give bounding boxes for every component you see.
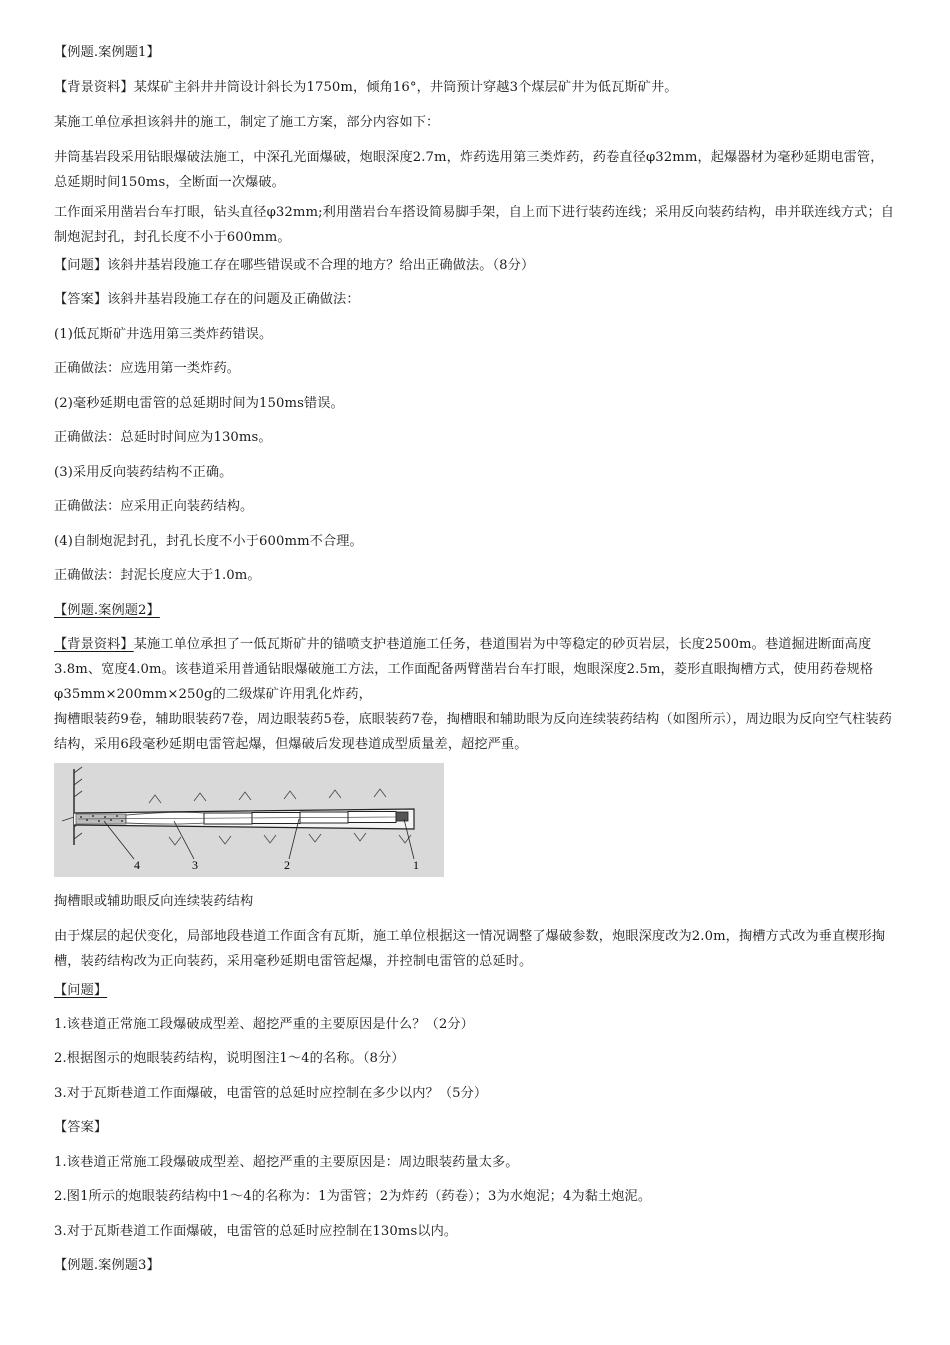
case1-question: 【问题】该斜井基岩段施工存在哪些错误或不合理的地方？给出正确做法。（8分） [54, 258, 535, 273]
figure-label-4: 4 [134, 858, 140, 872]
figure-label-1: 1 [413, 858, 419, 872]
case2-question-2: 2.根据图示的炮眼装药结构，说明图注1～4的名称。（8分） [54, 1051, 405, 1066]
case2-heading-text: 【例题.案例题2】 [54, 603, 160, 618]
case2-background [54, 632, 896, 707]
case2-answer-3: 3.对于瓦斯巷道工作面爆破，电雷管的总延时应控制在130ms以内。 [54, 1224, 458, 1239]
case1-intro: 某施工单位承担该斜井的施工，制定了施工方案，部分内容如下： [54, 115, 440, 130]
case2-answer-1: 1.该巷道正常施工段爆破成型差、超挖严重的主要原因是：周边眼装药量太多。 [54, 1155, 519, 1170]
case1-answer-1: (1)低瓦斯矿井选用第三类炸药错误。 [54, 327, 273, 342]
case1-background: 【背景资料】某煤矿主斜井井筒设计斜长为1750m，倾角16°，井筒预计穿越3个煤层矿井为低瓦斯矿井。 [54, 80, 678, 95]
case1-answer-3: (3)采用反向装药结构不正确。 [54, 465, 233, 480]
case1-answer-2-fix: 正确做法：总延时时间应为130ms。 [54, 430, 272, 445]
figure-label-2: 2 [284, 858, 290, 872]
case2-question-heading [54, 978, 896, 1003]
case1-answer-4-fix: 正确做法：封泥长度应大于1.0m。 [54, 568, 261, 583]
case2-change: 由于煤层的起伏变化，局部地段巷道工作面含有瓦斯，施工单位根据这一情况调整了爆破参数，炮眼深度改为2.0m，掏槽方式改为垂直楔形掏槽，装药结构改为正向装药，采用毫秒延期电雷管起爆，并控制电雷管的总延时。 [54, 929, 886, 969]
case1-plan-paragraph-1: 井筒基岩段采用钻眼爆破法施工，中深孔光面爆破，炮眼深度2.7m，炸药选用第三类炸药，药卷直径φ32mm，起爆器材为毫秒延期电雷管，总延期时间150ms，全断面一次爆破。 [54, 150, 884, 190]
charge-structure-diagram [54, 763, 444, 877]
case1-plan-paragraph-2: 工作面采用凿岩台车打眼，钻头直径φ32mm;利用凿岩台车搭设简易脚手架，自上而下进行装药连线；采用反向装药结构，串并联连线方式；自制炮泥封孔，封孔长度不小于600mm。 [54, 205, 895, 245]
case2-question-heading-text: 【问题】 [54, 983, 108, 998]
case1-answer-4: (4)自制炮泥封孔，封孔长度不小于600mm不合理。 [54, 534, 363, 549]
case2-charges: 掏槽眼装药9卷，辅助眼装药7卷，周边眼装药5卷，底眼装药7卷，掏槽眼和辅助眼为反向连续装药结构（如图所示），周边眼为反向空气柱装药结构，采用6段毫秒延期电雷管起爆，但爆破后发现巷道成型质量差，超挖严重。 [54, 712, 892, 752]
case2-answer-2: 2.图1所示的炮眼装药结构中1～4的名称为：1为雷管；2为炸药（药卷）；3为水炮泥；4为黏土炮泥。 [54, 1189, 652, 1204]
charge-structure-figure [54, 763, 444, 877]
case3-heading: 【例题.案例题3】 [54, 1258, 160, 1273]
case1-heading: 【例题.案例题1】 [54, 45, 160, 60]
case1-answer-3-fix: 正确做法：应采用正向装药结构。 [54, 499, 254, 514]
case2-question-3: 3.对于瓦斯巷道工作面爆破，电雷管的总延时应控制在多少以内？（5分） [54, 1086, 488, 1101]
case2-answer-heading: 【答案】 [54, 1120, 108, 1135]
case2-question-1: 1.该巷道正常施工段爆破成型差、超挖严重的主要原因是什么？（2分） [54, 1017, 474, 1032]
case2-background-text: 某施工单位承担了一低瓦斯矿井的锚喷支护巷道施工任务，巷道围岩为中等稳定的砂页岩层，长度2500m。巷道掘进断面高度3.8m、宽度4.0m。该巷道采用普通钻眼爆破施工方法，工作面配备两臂凿岩台车打眼，炮眼深度2.5m，菱形直眼掏槽方式，使用药卷规格φ35mm×200mm×250g的二级煤矿许用乳化炸药， [54, 637, 874, 702]
case1-answer-2: (2)毫秒延期电雷管的总延期时间为150ms错误。 [54, 396, 344, 411]
case2-background-label: 【背景资料】 [54, 637, 134, 652]
case1-answer-intro: 【答案】该斜井基岩段施工存在的问题及正确做法： [54, 292, 360, 307]
case1-answer-1-fix: 正确做法：应选用第一类炸药。 [54, 361, 241, 376]
figure-label-3: 3 [192, 858, 198, 872]
figure-caption: 掏槽眼或辅助眼反向连续装药结构 [54, 894, 254, 909]
case2-heading [54, 598, 896, 623]
